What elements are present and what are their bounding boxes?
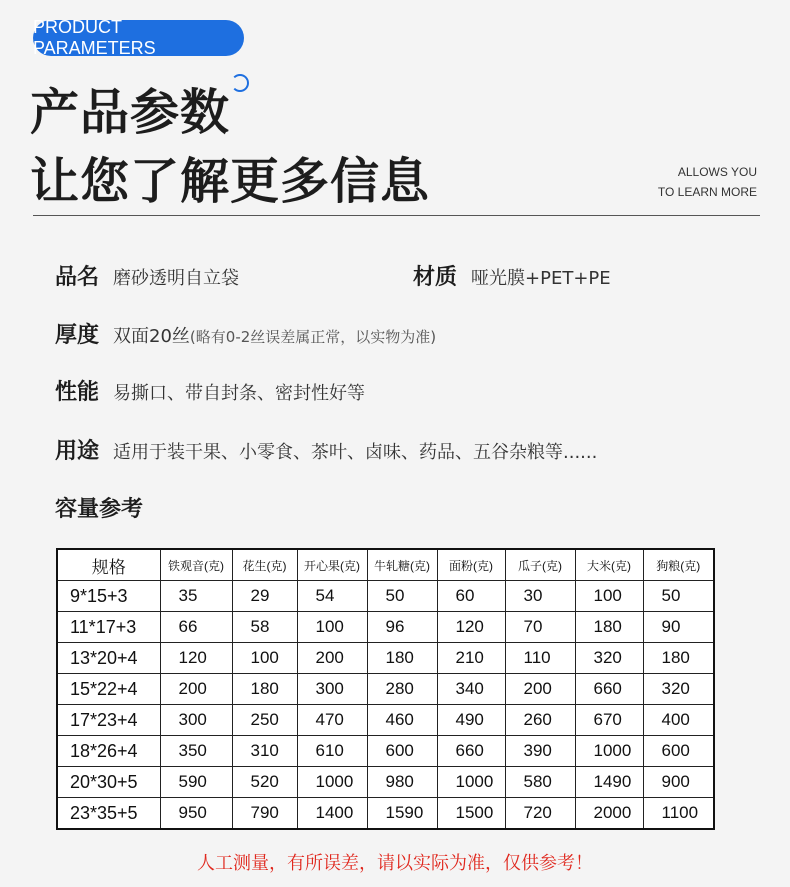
size-cell: 9*15+3 xyxy=(57,581,160,612)
size-cell: 17*23+4 xyxy=(57,705,160,736)
capacity-table xyxy=(56,548,715,830)
capacity-cell: 470 xyxy=(297,705,367,736)
table-row xyxy=(57,705,714,736)
capacity-cell: 580 xyxy=(505,767,575,798)
capacity-cell: 35 xyxy=(160,581,232,612)
field-name-label: 品名 xyxy=(55,265,100,290)
capacity-cell: 50 xyxy=(367,581,437,612)
decorative-ring-icon xyxy=(231,74,249,92)
field-usage-value: 适用于装干果、小零食、茶叶、卤味、药品、五谷杂粮等...... xyxy=(113,442,598,463)
table-row xyxy=(57,736,714,767)
field-usage xyxy=(55,434,597,465)
capacity-cell: 90 xyxy=(643,612,714,643)
capacity-cell: 210 xyxy=(437,643,505,674)
header-cell: 规格 xyxy=(57,549,160,581)
capacity-cell: 600 xyxy=(367,736,437,767)
capacity-cell: 200 xyxy=(505,674,575,705)
field-name-value: 磨砂透明自立袋 xyxy=(113,268,240,289)
header-cell: 牛轧糖(克) xyxy=(367,549,437,581)
tagline-line-2: TO LEARN MORE xyxy=(657,185,757,199)
capacity-cell: 1400 xyxy=(297,798,367,830)
capacity-cell: 1590 xyxy=(367,798,437,830)
capacity-cell: 58 xyxy=(232,612,297,643)
capacity-cell: 70 xyxy=(505,612,575,643)
header-cell: 面粉(克) xyxy=(437,549,505,581)
capacity-cell: 180 xyxy=(367,643,437,674)
capacity-cell: 310 xyxy=(232,736,297,767)
capacity-cell: 320 xyxy=(643,674,714,705)
capacity-cell: 720 xyxy=(505,798,575,830)
capacity-cell: 1000 xyxy=(437,767,505,798)
size-cell: 15*22+4 xyxy=(57,674,160,705)
table-row xyxy=(57,581,714,612)
capacity-cell: 400 xyxy=(643,705,714,736)
capacity-cell: 100 xyxy=(297,612,367,643)
field-thickness xyxy=(55,318,436,349)
capacity-cell: 29 xyxy=(232,581,297,612)
capacity-cell: 2000 xyxy=(575,798,643,830)
size-cell: 11*17+3 xyxy=(57,612,160,643)
capacity-cell: 300 xyxy=(297,674,367,705)
capacity-cell: 110 xyxy=(505,643,575,674)
capacity-cell: 100 xyxy=(232,643,297,674)
table-row xyxy=(57,674,714,705)
capacity-cell: 96 xyxy=(367,612,437,643)
capacity-cell: 300 xyxy=(160,705,232,736)
header-cell: 大米(克) xyxy=(575,549,643,581)
capacity-cell: 1000 xyxy=(297,767,367,798)
capacity-cell: 30 xyxy=(505,581,575,612)
product-parameters-badge: PRODUCT PARAMETERS xyxy=(33,20,244,56)
capacity-cell: 670 xyxy=(575,705,643,736)
field-performance-value: 易撕口、带自封条、密封性好等 xyxy=(113,383,366,404)
disclaimer-note: 人工测量，有所误差，请以实际为准，仅供参考！ xyxy=(197,853,593,874)
table-row xyxy=(57,612,714,643)
table-header-row xyxy=(57,549,714,581)
capacity-cell: 1100 xyxy=(643,798,714,830)
capacity-cell: 1490 xyxy=(575,767,643,798)
capacity-cell: 600 xyxy=(643,736,714,767)
capacity-cell: 390 xyxy=(505,736,575,767)
capacity-cell: 610 xyxy=(297,736,367,767)
page-title: 产品参数 xyxy=(30,84,231,141)
table-row xyxy=(57,767,714,798)
capacity-cell: 900 xyxy=(643,767,714,798)
english-tagline xyxy=(658,162,757,202)
header-cell: 瓜子(克) xyxy=(505,549,575,581)
capacity-title: 容量参考 xyxy=(55,497,144,522)
capacity-cell: 660 xyxy=(575,674,643,705)
capacity-cell: 180 xyxy=(643,643,714,674)
table-row xyxy=(57,798,714,830)
field-material-label: 材质 xyxy=(413,265,458,290)
capacity-cell: 280 xyxy=(367,674,437,705)
capacity-cell: 200 xyxy=(160,674,232,705)
table-row xyxy=(57,643,714,674)
field-thickness-label: 厚度 xyxy=(55,323,100,348)
capacity-cell: 350 xyxy=(160,736,232,767)
header-cell: 花生(克) xyxy=(232,549,297,581)
size-cell: 20*30+5 xyxy=(57,767,160,798)
field-material xyxy=(413,260,611,291)
capacity-cell: 490 xyxy=(437,705,505,736)
capacity-cell: 790 xyxy=(232,798,297,830)
capacity-cell: 520 xyxy=(232,767,297,798)
field-performance xyxy=(55,375,365,406)
capacity-cell: 260 xyxy=(505,705,575,736)
capacity-cell: 590 xyxy=(160,767,232,798)
capacity-cell: 1500 xyxy=(437,798,505,830)
page-subtitle: 让您了解更多信息 xyxy=(30,153,431,210)
capacity-cell: 320 xyxy=(575,643,643,674)
field-thickness-note: (略有0-2丝误差属正常，以实物为准) xyxy=(189,328,437,346)
capacity-cell: 120 xyxy=(160,643,232,674)
size-cell: 18*26+4 xyxy=(57,736,160,767)
field-name xyxy=(55,260,239,291)
capacity-cell: 460 xyxy=(367,705,437,736)
capacity-cell: 54 xyxy=(297,581,367,612)
capacity-cell: 980 xyxy=(367,767,437,798)
capacity-cell: 250 xyxy=(232,705,297,736)
size-cell: 23*35+5 xyxy=(57,798,160,830)
capacity-cell: 1000 xyxy=(575,736,643,767)
capacity-cell: 50 xyxy=(643,581,714,612)
capacity-cell: 100 xyxy=(575,581,643,612)
header-cell: 铁观音(克) xyxy=(160,549,232,581)
capacity-cell: 120 xyxy=(437,612,505,643)
capacity-cell: 180 xyxy=(232,674,297,705)
header-cell: 狗粮(克) xyxy=(643,549,714,581)
field-performance-label: 性能 xyxy=(55,380,100,405)
tagline-line-1: ALLOWS YOU xyxy=(677,165,757,179)
header-cell: 开心果(克) xyxy=(297,549,367,581)
capacity-cell: 66 xyxy=(160,612,232,643)
divider xyxy=(33,215,760,216)
capacity-cell: 660 xyxy=(437,736,505,767)
capacity-cell: 950 xyxy=(160,798,232,830)
capacity-cell: 200 xyxy=(297,643,367,674)
field-thickness-value: 双面20丝 xyxy=(113,326,190,347)
capacity-cell: 340 xyxy=(437,674,505,705)
capacity-cell: 180 xyxy=(575,612,643,643)
field-usage-label: 用途 xyxy=(55,439,100,464)
size-cell: 13*20+4 xyxy=(57,643,160,674)
capacity-cell: 60 xyxy=(437,581,505,612)
field-material-value: 哑光膜+PET+PE xyxy=(471,268,611,289)
